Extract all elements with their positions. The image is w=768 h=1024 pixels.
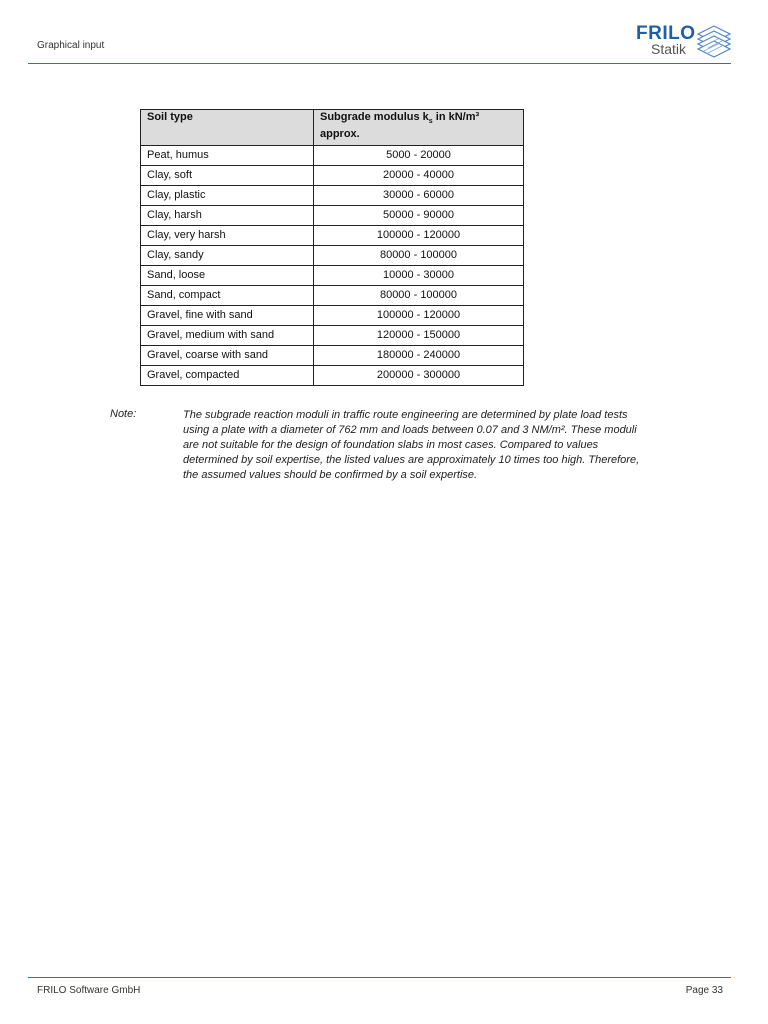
table-header-row <box>141 110 524 146</box>
soil-type-cell: Clay, soft <box>141 166 314 186</box>
logo-sub-text: Statik <box>651 41 687 57</box>
modulus-header-subscript: s <box>428 118 433 126</box>
frilo-stacked-plates-icon <box>696 24 732 58</box>
table-row <box>141 326 524 346</box>
soil-type-cell: Gravel, compacted <box>141 366 314 386</box>
frilo-logo <box>634 22 734 60</box>
table-row <box>141 286 524 306</box>
soil-type-cell: Clay, very harsh <box>141 226 314 246</box>
soil-type-cell: Sand, loose <box>141 266 314 286</box>
soil-type-cell: Sand, compact <box>141 286 314 306</box>
subgrade-modulus-table <box>140 109 524 386</box>
soil-type-cell: Clay, harsh <box>141 206 314 226</box>
modulus-value-cell: 20000 - 40000 <box>314 166 524 186</box>
soil-type-cell: Clay, sandy <box>141 246 314 266</box>
modulus-value-cell: 50000 - 90000 <box>314 206 524 226</box>
soil-type-cell: Clay, plastic <box>141 186 314 206</box>
modulus-value-cell: 80000 - 100000 <box>314 246 524 266</box>
column-header-subgrade-modulus <box>314 110 524 146</box>
logo-brand-text: FRILO <box>636 23 696 44</box>
table-row <box>141 306 524 326</box>
modulus-value-cell: 120000 - 150000 <box>314 326 524 346</box>
page-number: Page 33 <box>685 985 723 996</box>
table-row <box>141 226 524 246</box>
table-row <box>141 146 524 166</box>
soil-type-cell: Gravel, medium with sand <box>141 326 314 346</box>
modulus-value-cell: 5000 - 20000 <box>314 146 524 166</box>
modulus-header-prefix: Subgrade modulus k <box>320 111 429 123</box>
table-row <box>141 186 524 206</box>
page-header-title: Graphical input <box>37 40 105 51</box>
note-label: Note: <box>110 408 137 420</box>
note-text: The subgrade reaction moduli in traffic route engineering are determined by plate load tests using a plate with a diameter of 762 mm and loads between 0.07 and 3 NM/m². These moduli are not suitable for the design of foundation slabs in most cases. Compared to values determined by soil expertise, the listed values are approximately 10 times too high. Therefore, the assumed values should be confirmed by a soil expertise. <box>183 409 640 481</box>
table-row <box>141 266 524 286</box>
soil-type-cell: Peat, humus <box>141 146 314 166</box>
modulus-value-cell: 10000 - 30000 <box>314 266 524 286</box>
footer-company: FRILO Software GmbH <box>37 985 141 996</box>
modulus-header-suffix: in kN/m³ <box>432 111 480 123</box>
column-header-soil-type: Soil type <box>141 110 314 146</box>
header-divider <box>28 63 731 64</box>
table-row <box>141 166 524 186</box>
table-row <box>141 366 524 386</box>
modulus-value-cell: 180000 - 240000 <box>314 346 524 366</box>
modulus-header-line2: approx. <box>320 128 360 141</box>
soil-type-cell: Gravel, fine with sand <box>141 306 314 326</box>
table-row <box>141 206 524 226</box>
modulus-value-cell: 200000 - 300000 <box>314 366 524 386</box>
table-row <box>141 346 524 366</box>
soil-type-cell: Gravel, coarse with sand <box>141 346 314 366</box>
modulus-value-cell: 100000 - 120000 <box>314 226 524 246</box>
table-row <box>141 246 524 266</box>
modulus-value-cell: 30000 - 60000 <box>314 186 524 206</box>
modulus-value-cell: 100000 - 120000 <box>314 306 524 326</box>
modulus-value-cell: 80000 - 100000 <box>314 286 524 306</box>
footer-divider <box>28 977 731 978</box>
